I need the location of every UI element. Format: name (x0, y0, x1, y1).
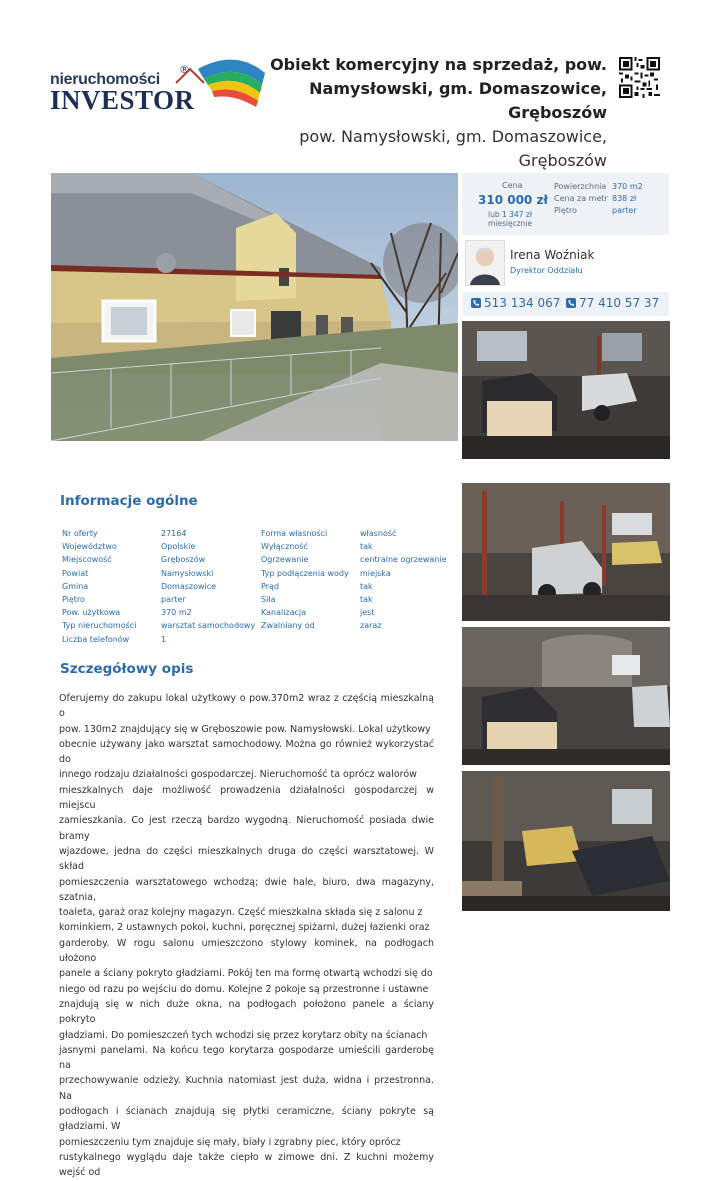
info-value: Namysłowski (161, 568, 214, 578)
description-line: Oferujemy do zakupu lokal użytkowy o pow.370m2 wraz z częścią mieszkalną o (59, 693, 434, 720)
info-value: jest (360, 608, 375, 618)
phone-icon (566, 298, 576, 308)
workshop-storage-image (462, 771, 670, 911)
price-value: 310 000 zł (478, 193, 548, 207)
description-line: pow. 130m2 znajdujący się w Gręboszowie pow. Namysłowski. Lokal użytkowy (59, 723, 431, 735)
info-value: 1 (161, 634, 167, 644)
description-line: obecnie używany jako warsztat samochodowy. Można go również wykorzystać do (59, 738, 434, 766)
info-label: Miejscowość (62, 555, 112, 565)
monthly-price (484, 210, 536, 228)
info-label: Piętro (62, 595, 85, 605)
info-value: centralne ogrzewanie (360, 555, 447, 565)
description-line: garderoby. W rogu salonu umieszczono stylowy kominek, na podłogach ułożono (59, 937, 434, 965)
description-line: panele a ściany pokryto gładziami. Pokój ten ma formę otwartą wchodzi się do (59, 968, 433, 980)
info-label: Wyłączność (261, 542, 308, 552)
description-line: rustykalnego wyglądu daje także ciepło w zimowe dni. Z kuchni możemy wejść od (59, 1151, 434, 1179)
description-line: jasnymi panelami. Na końcu tego korytarza gospodarze umieścili garderobę na (59, 1044, 434, 1072)
logo-text-main: INVESTOR (50, 85, 195, 115)
phone-icon (471, 298, 481, 308)
agent-avatar (465, 240, 505, 286)
info-label: Pow. użytkowa (62, 608, 121, 618)
agent-portrait-image (466, 241, 504, 285)
agent-name: Irena Woźniak (510, 248, 595, 262)
description-line: podłogach i ścianach znajdują się płytki ceramiczne, ściany pokryte są gładziami. W (59, 1106, 434, 1133)
info-value: Domaszowice (161, 581, 217, 591)
summary-label: Powierzchnia (554, 182, 607, 191)
building-exterior-image (51, 173, 458, 441)
info-left-values (161, 527, 255, 646)
summary-values (612, 181, 643, 217)
info-label: Województwo (62, 542, 117, 552)
info-label: Siła (261, 595, 276, 605)
summary-value: parter (612, 206, 637, 215)
phone-link-2[interactable] (566, 296, 659, 310)
description-text (59, 691, 434, 1181)
summary-value: 838 zł (612, 194, 637, 203)
summary-label: Piętro (554, 206, 577, 215)
description-line: kominkiem, 2 ustawnych pokoi, kuchni, poręcznej spiżarni, dużej łazienki oraz (59, 922, 430, 934)
offer-title-block (227, 53, 607, 173)
summary-label: Cena za metr (554, 194, 608, 203)
info-label: Powiat (62, 568, 89, 578)
info-label: Gmina (62, 581, 89, 591)
info-label: Forma własności (261, 529, 328, 538)
offer-location-line2: Gręboszów (518, 151, 607, 170)
info-value: miejska (360, 568, 391, 578)
info-value: Gręboszów (161, 555, 206, 565)
info-right-labels (261, 527, 349, 633)
gallery-photo-2[interactable] (462, 483, 670, 621)
info-label: Liczba telefonów (62, 634, 130, 644)
description-line: toaleta, garaż oraz kolejny magazyn. Część mieszkalna składa się z salonu z (59, 907, 423, 919)
info-value: tak (360, 581, 373, 591)
description-line: innego rodzaju działalności gospodarczej. Nieruchomość ta oprócz walorów (59, 769, 417, 781)
phone-number: 513 134 067 (484, 296, 561, 310)
description-line: przechowywanie odzieży. Kuchnia natomiast jest duża, widna i przestronna. Na (59, 1075, 434, 1102)
description-line: wjazdowe, jedna do części mieszkalnych druga do części warsztatowej. W skład (59, 845, 434, 873)
info-label: Kanalizacja (261, 608, 307, 618)
phone-link-1[interactable] (471, 296, 560, 310)
description-line: mieszkalnych daje możliwość prowadzenia działalności gospodarczej w miejscu (59, 784, 434, 812)
workshop-interior-image (462, 321, 670, 459)
info-value: 27164 (161, 529, 187, 538)
phone-bar (463, 292, 669, 316)
description-line: znajdują się w nich duże okna, na podłogach położono panele a ściany pokryto (59, 998, 434, 1026)
agent-role: Dyrektor Oddziału (510, 266, 583, 275)
info-left-labels (62, 527, 136, 646)
info-value: warsztat samochodowy (161, 621, 256, 631)
general-info-heading: Informacje ogólne (60, 493, 198, 509)
logo-text-top: nieruchomości (50, 71, 160, 88)
main-property-photo[interactable] (51, 173, 458, 441)
description-line: pomieszczeniu tym znajduje się mały, biały i zgrabny piec, który oprócz (59, 1136, 401, 1148)
info-label: Prąd (261, 581, 279, 591)
info-label: Nr oferty (62, 529, 98, 538)
gallery-photo-3[interactable] (462, 627, 670, 765)
info-label: Ogrzewanie (261, 555, 309, 565)
offer-location-line1: pow. Namysłowski, gm. Domaszowice, (299, 127, 607, 146)
description-line: gładziami. Do pomieszczeń tych wchodzi się przez korytarz obity na ścianach (59, 1029, 428, 1041)
info-value: parter (161, 595, 186, 605)
info-value: własność (360, 529, 397, 538)
info-label: Typ podłączenia wody (261, 568, 349, 578)
offer-title-line2: Namysłowski, gm. Domaszowice, Gręboszów (309, 79, 607, 122)
info-value: 370 m2 (161, 608, 192, 618)
gallery-photo-4[interactable] (462, 771, 670, 911)
description-line: zamieszkania. Co jest rzeczą bardzo wygodną. Nieruchomość posiada dwie bramy (59, 815, 434, 842)
info-value: tak (360, 542, 373, 552)
monthly-value: 1 347 zł (502, 210, 532, 219)
info-value: Opolskie (161, 542, 196, 552)
workshop-hall-image (462, 483, 670, 621)
summary-labels (554, 181, 608, 217)
info-value: zaraz (360, 621, 382, 631)
monthly-suffix: miesięcznie (487, 219, 533, 228)
description-line: pomieszczenia warsztatowego wchodzą; dwie hale, biuro, dwa magazyny, szatnia, (59, 876, 434, 903)
monthly-prefix: lub (488, 210, 500, 219)
info-right-values (360, 527, 447, 633)
registered-mark: ® (179, 63, 190, 76)
qr-code-icon[interactable] (619, 57, 660, 98)
price-summary-box (462, 173, 669, 235)
phone-number: 77 410 57 37 (579, 296, 660, 310)
info-value: tak (360, 595, 373, 605)
summary-value: 370 m2 (612, 182, 643, 191)
offer-title-line1: Obiekt komercyjny na sprzedaż, pow. (270, 55, 607, 74)
workshop-garage-image (462, 627, 670, 765)
info-label: Typ nieruchomości (62, 621, 137, 631)
gallery-photo-1[interactable] (462, 321, 670, 459)
description-line: niego od razu po wejściu do domu. Kolejne 2 pokoje są przestronne i ustawne (59, 983, 429, 995)
price-label: Cena (502, 181, 523, 190)
description-heading: Szczegółowy opis (60, 661, 194, 677)
info-label: Zwalniany od (261, 621, 315, 631)
